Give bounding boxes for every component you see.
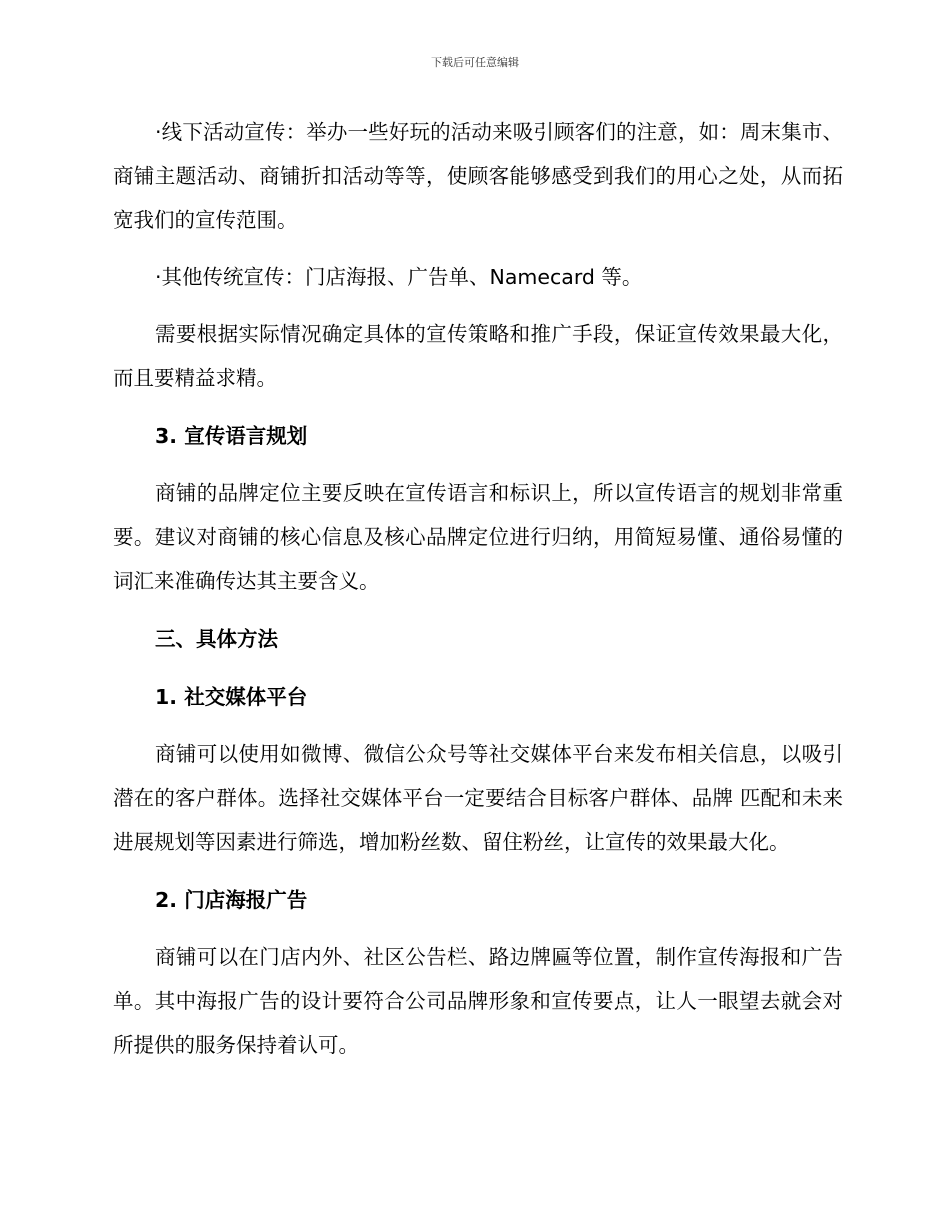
page-header: 下载后可任意编辑 <box>431 56 519 69</box>
paragraph-strategy-note: 需要根据实际情况确定具体的宣传策略和推广手段，保证宣传效果最大化，而且要精益求精。 <box>113 322 843 390</box>
paragraph-language-planning: 商铺的品牌定位主要反映在宣传语言和标识上，所以宣传语言的规划非常重要。建议对商铺的核心信息及核心品牌定位进行归纳，用简短易懂、通俗易懂的词汇来准确传达其主要含义。 <box>113 481 843 593</box>
paragraph-offline-promotion: ·线下活动宣传：举办一些好玩的活动来吸引顾客们的注意，如：周末集市、商铺主题活动、商铺折扣活动等等，使顾客能够感受到我们的用心之处，从而拓宽我们的宣传范围。 <box>113 120 843 232</box>
heading-social-media: 1. 社交媒体平台 <box>155 685 308 709</box>
paragraph-store-posters: 商铺可以在门店内外、社区公告栏、路边牌匾等位置，制作宣传海报和广告单。其中海报广告的设计要符合公司品牌形象和宣传要点，让人一眼望去就会对所提供的服务保持着认可。 <box>113 945 843 1057</box>
document-body <box>113 110 843 1067</box>
paragraph-traditional-promotion: ·其他传统宣传：门店海报、广告单、Namecard 等。 <box>155 265 643 289</box>
paragraph-social-media: 商铺可以使用如微博、微信公众号等社交媒体平台来发布相关信息，以吸引潜在的客户群体。选择社交媒体平台一定要结合目标客户群体、品牌 匹配和未来进展规划等因素进行筛选，增加粉丝数、留住粉丝，让宣传的效果最大化。 <box>113 742 843 854</box>
heading-store-posters: 2. 门店海报广告 <box>155 888 308 912</box>
heading-specific-methods: 三、具体方法 <box>155 627 278 651</box>
heading-language-planning: 3. 宣传语言规划 <box>155 424 308 448</box>
